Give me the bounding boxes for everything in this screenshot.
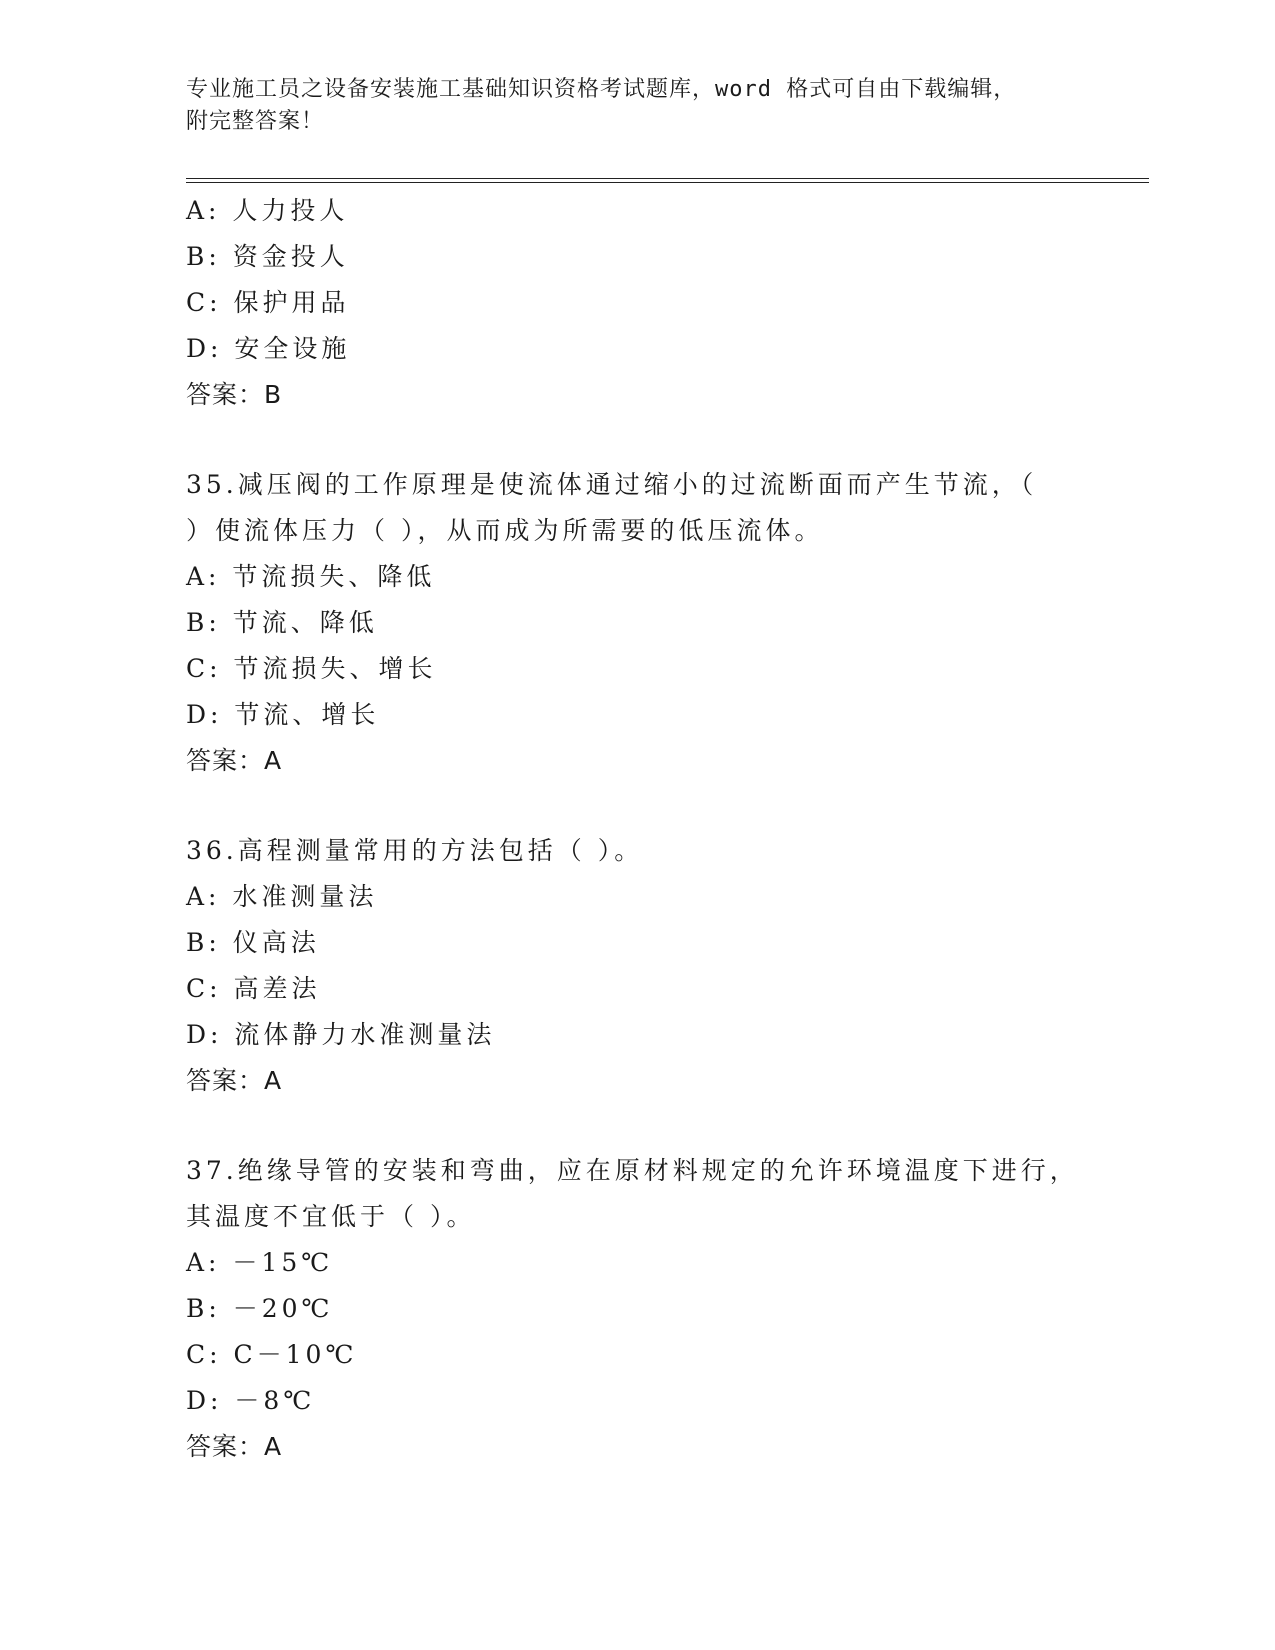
answer-line: 答案：B [186, 380, 283, 409]
answer-line: 答案：A [186, 1066, 283, 1095]
question-stem-continued: 其温度不宜低于（ ）。 [186, 1202, 476, 1231]
answer-line: 答案：A [186, 746, 283, 775]
header-divider-top [186, 178, 1149, 179]
option-b: B: －20℃ [186, 1294, 334, 1323]
option-c: C: 保护用品 [186, 288, 350, 317]
question-block [186, 188, 1106, 418]
question-stem: 35.减压阀的工作原理是使流体通过缩小的过流断面而产生节流，（ [186, 470, 1038, 499]
option-d: D: 安全设施 [186, 334, 351, 363]
question-stem-continued: ）使流体压力（ ），从而成为所需要的低压流体。 [186, 516, 824, 545]
header-line-1: 专业施工员之设备安装施工基础知识资格考试题库，word 格式可自由下载编辑， [186, 77, 1017, 102]
option-c: C: 高差法 [186, 974, 321, 1003]
option-a: A: 人力投人 [186, 196, 349, 225]
header-line-2: 附完整答案！ [186, 109, 325, 134]
option-c: C: C－10℃ [186, 1340, 358, 1369]
block-spacer [186, 1104, 1106, 1148]
question-stem: 36.高程测量常用的方法包括（ ）。 [186, 836, 644, 865]
question-block [186, 462, 1106, 784]
option-d: D: 节流、增长 [186, 700, 380, 729]
option-a: A: －15℃ [186, 1248, 334, 1277]
answer-line: 答案：A [186, 1432, 283, 1461]
question-block [186, 1148, 1106, 1470]
header-divider-bottom [186, 182, 1149, 183]
option-a: A: 节流损失、降低 [186, 562, 436, 591]
block-spacer [186, 784, 1106, 828]
question-stem: 37.绝缘导管的安装和弯曲，应在原材料规定的允许环境温度下进行， [186, 1156, 1079, 1185]
option-b: B: 资金投人 [186, 242, 349, 271]
option-c: C: 节流损失、增长 [186, 654, 437, 683]
block-spacer [186, 418, 1106, 462]
option-d: D: 流体静力水准测量法 [186, 1020, 496, 1049]
option-a: A: 水准测量法 [186, 882, 378, 911]
option-b: B: 仪高法 [186, 928, 320, 957]
question-block [186, 828, 1106, 1104]
question-list [186, 188, 1106, 1470]
option-d: D: －8℃ [186, 1386, 316, 1415]
document-header [186, 74, 1086, 138]
option-b: B: 节流、降低 [186, 608, 378, 637]
